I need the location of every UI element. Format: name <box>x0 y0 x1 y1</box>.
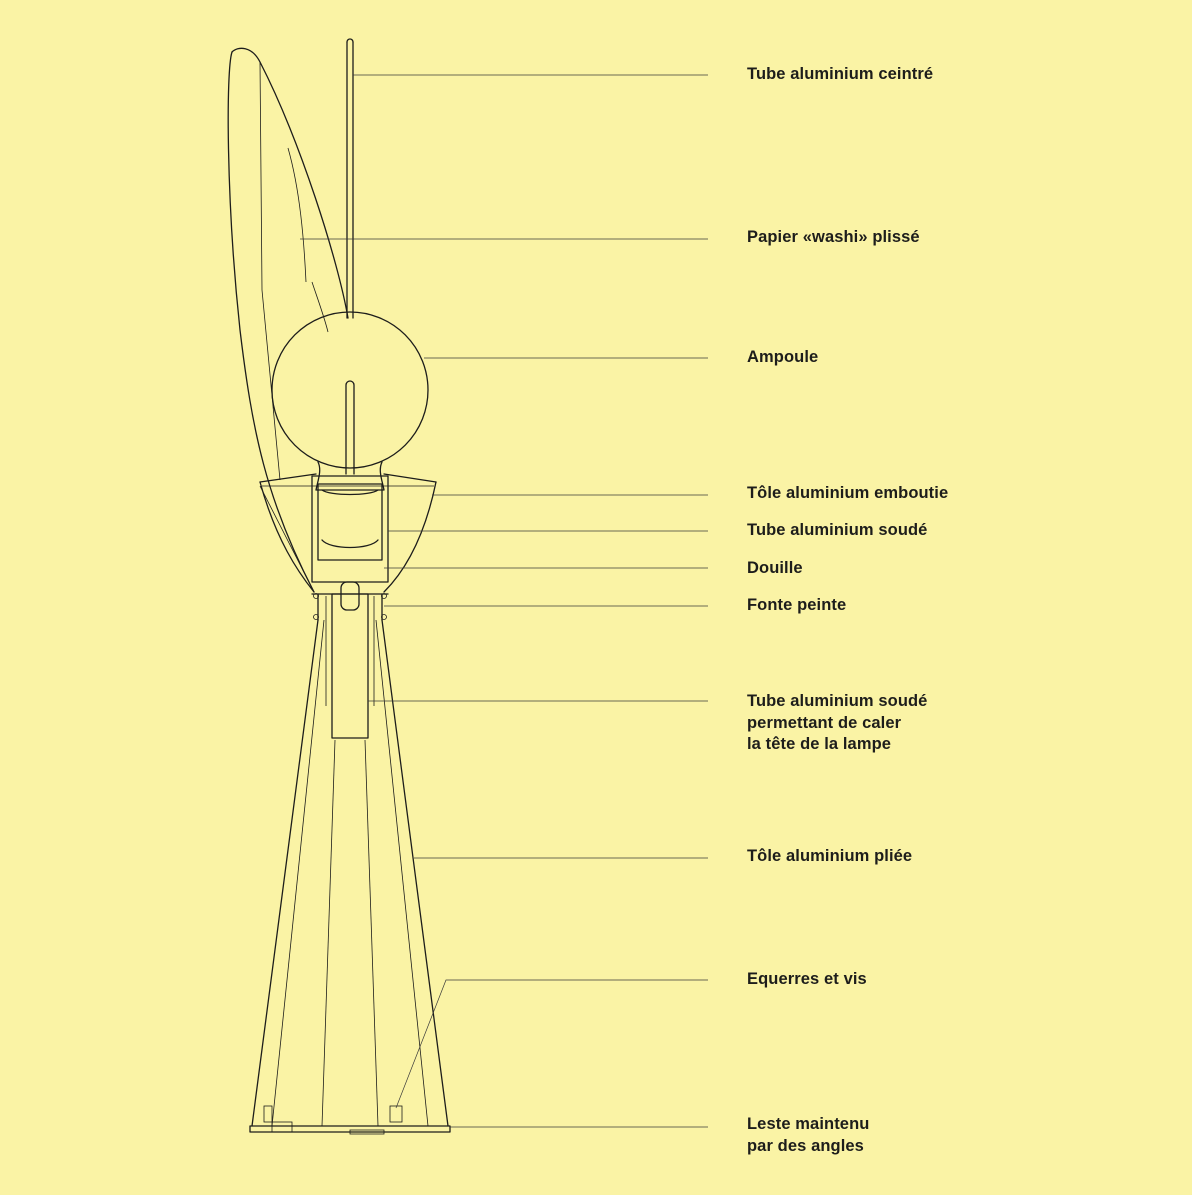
label-tube-ceintre: Tube aluminium ceintré <box>747 65 934 83</box>
label-equerres-vis: Equerres et vis <box>747 970 867 988</box>
leader-lines <box>300 75 708 1127</box>
label-tole-emboutie: Tôle aluminium emboutie <box>747 484 949 502</box>
bulb <box>272 312 428 490</box>
label-tube-soude: Tube aluminium soudé <box>747 521 928 539</box>
cast-iron-neck <box>312 594 388 621</box>
label-tube-soude-caler: Tube aluminium soudé permettant de caler la tête de la lampe <box>747 692 928 753</box>
label-fonte-peinte: Fonte peinte <box>747 596 847 614</box>
label-ampoule: Ampoule <box>747 348 819 366</box>
ballast-base <box>250 1106 450 1134</box>
welded-tube-and-socket <box>312 476 388 610</box>
label-tole-pliee: Tôle aluminium pliée <box>747 847 913 865</box>
curved-aluminium-tube <box>347 39 353 318</box>
inner-welded-tube <box>326 594 374 738</box>
label-papier-washi: Papier «washi» plissé <box>747 228 920 246</box>
washi-paper-shade <box>228 48 348 592</box>
label-leste: Leste maintenu par des angles <box>747 1115 870 1155</box>
label-douille: Douille <box>747 559 803 577</box>
